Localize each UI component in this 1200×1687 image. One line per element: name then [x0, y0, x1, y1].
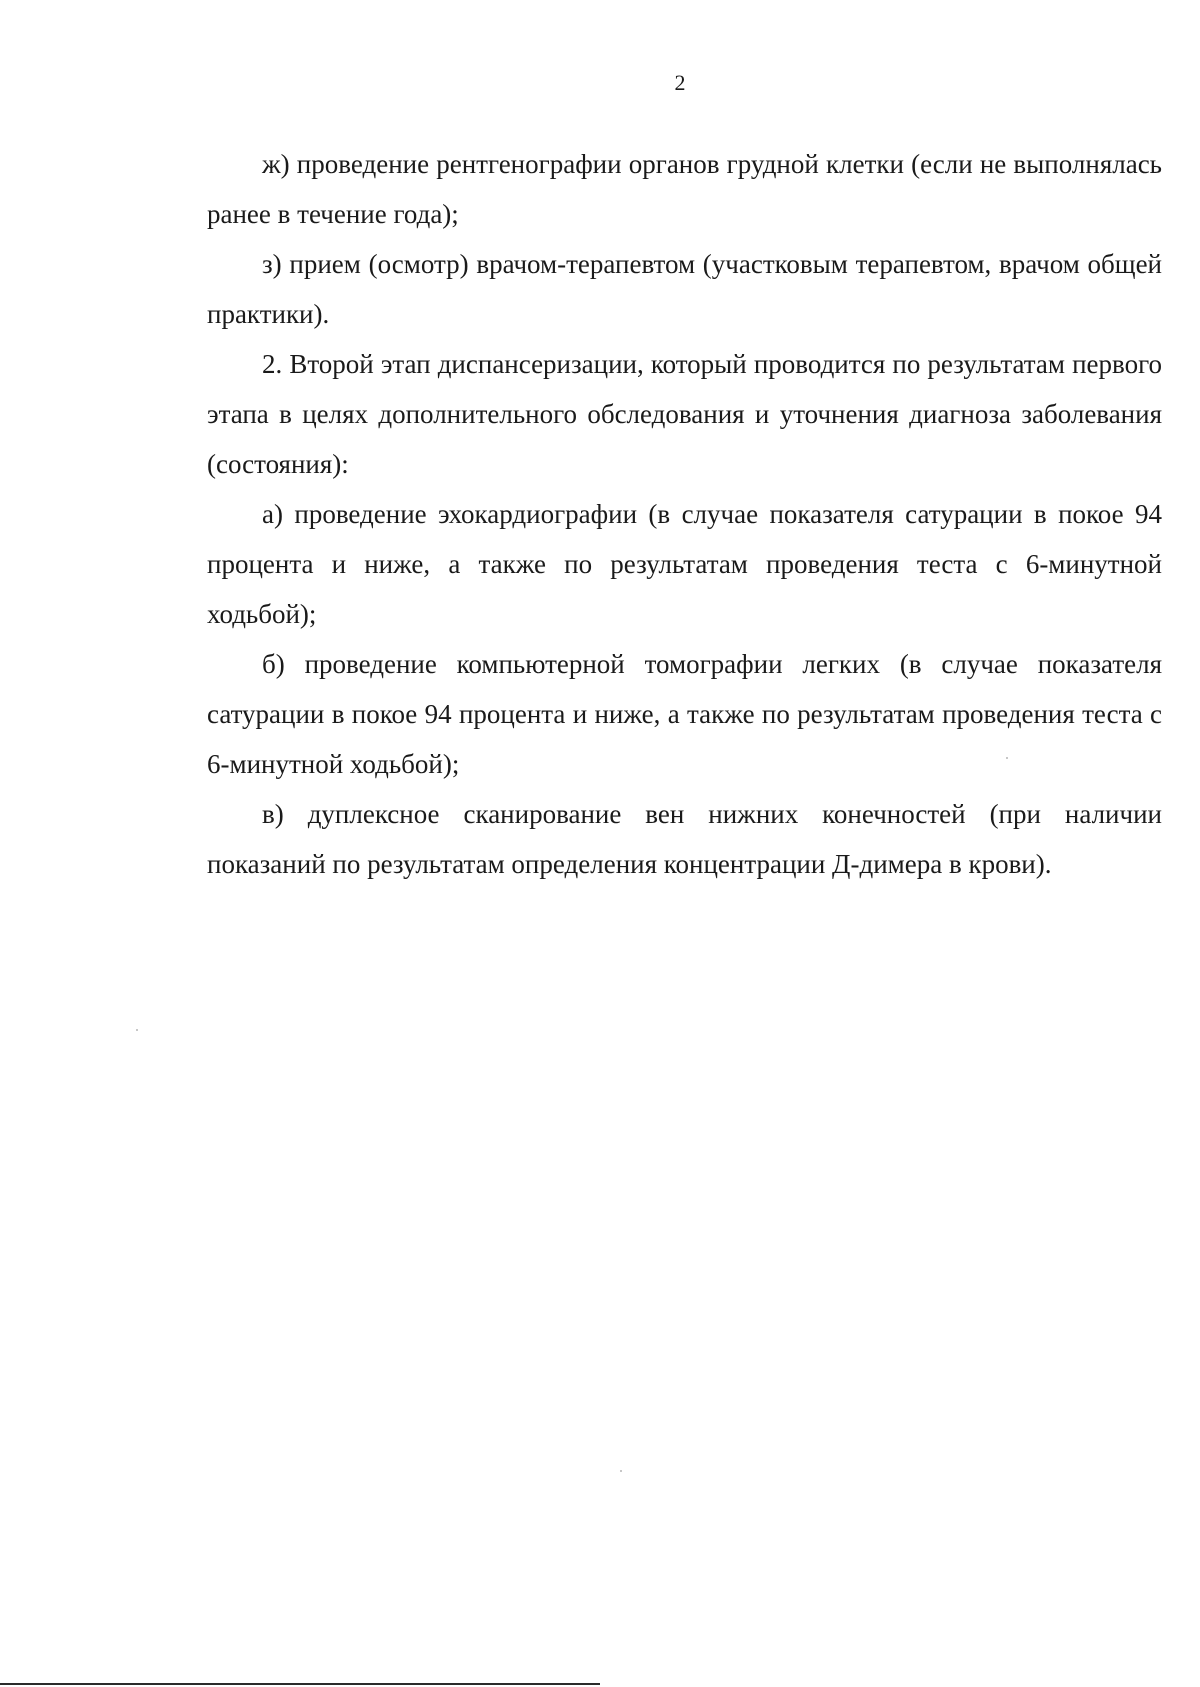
paragraph-item-b: б) проведение компьютерной томографии легких (в случае показателя сатурации в покое 94 процента и ниже, а также по результатам проведения теста с 6-минутной ходьбой); [207, 649, 1162, 779]
paragraph-second-stage: 2. Второй этап диспансеризации, который проводится по результатам первого этапа в целях дополнительного обследования и уточнения диагноза заболевания (состояния): [207, 349, 1162, 479]
paragraph-item-zh: ж) проведение рентгенографии органов грудной клетки (если не выполнялась ранее в течение года); [207, 149, 1162, 229]
paragraph-item-a: а) проведение эхокардиографии (в случае показателя сатурации в покое 94 процента и ниже, а также по результатам проведения теста с 6-минутной ходьбой); [207, 499, 1162, 629]
document-body [207, 139, 1162, 889]
footer-rule [0, 1683, 600, 1685]
paragraph-item-v: в) дуплексное сканирование вен нижних конечностей (при наличии показаний по результатам определения концентрации Д-димера в крови). [207, 799, 1162, 879]
scan-speck [136, 1029, 138, 1031]
scan-speck [620, 1470, 622, 1472]
paragraph-item-z: з) прием (осмотр) врачом-терапевтом (участковым терапевтом, врачом общей практики). [207, 249, 1162, 329]
page-number: 2 [674, 70, 686, 95]
scan-speck [1006, 757, 1008, 759]
